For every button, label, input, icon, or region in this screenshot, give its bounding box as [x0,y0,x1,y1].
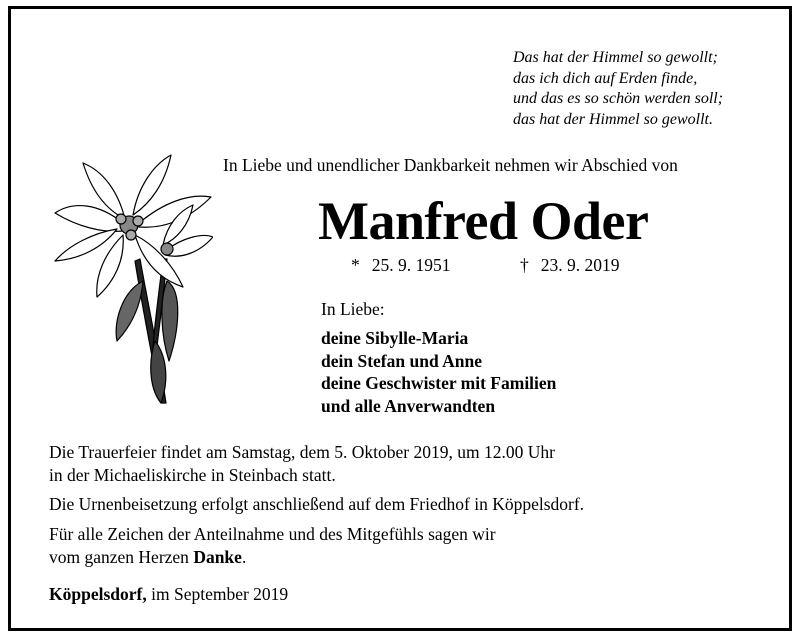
mourner: deine Sibylle-Maria [321,328,469,348]
thanks-line: Für alle Zeichen der Anteilnahme und des Mitgefühls sagen wir [49,524,496,544]
poem-line: das ich dich auf Erden finde, [513,69,698,87]
death-date-value: 23. 9. 2019 [540,255,620,275]
mourner: dein Stefan und Anne [321,350,482,371]
birth-date [351,255,451,276]
thanks-note [49,523,496,568]
birth-symbol: * [351,255,360,275]
birth-date-value: 25. 9. 1951 [371,255,451,275]
deceased-name: Manfred Oder [318,191,649,251]
mourner: deine Geschwister mit Familien [321,373,557,393]
funeral-line: in der Michaeliskirche in Steinbach statt. [49,464,336,485]
closing-date: im September 2019 [146,584,289,604]
burial-info: Die Urnenbeisetzung erfolgt anschließend auf dem Friedhof in Köppelsdorf. [49,494,585,514]
thanks-suffix: . [241,546,247,567]
mourners-label: In Liebe: [321,299,385,319]
thanks-line [49,546,496,569]
thanks-prefix: vom ganzen Herzen [49,546,194,567]
thanks-word: Danke [193,546,242,567]
closing-line [49,583,288,606]
closing-place: Köppelsdorf, [49,584,147,604]
death-symbol: † [520,255,529,275]
funeral-line: Die Trauerfeier findet am Samstag, dem 5. Oktober 2019, um 12.00 Uhr [49,442,555,462]
funeral-service-info [49,441,555,486]
mourner: und alle Anverwandten [321,395,496,416]
death-date [520,255,620,276]
poem-line: das hat der Himmel so gewollt. [513,110,713,128]
obituary-notice [8,6,792,631]
poem-quote [513,48,723,130]
poem-line: Das hat der Himmel so gewollt; [513,49,718,66]
edelweiss-illustration [43,141,213,409]
mourners-list [321,327,556,417]
farewell-intro: In Liebe und unendlicher Dankbarkeit nehmen wir Abschied von [223,155,678,175]
poem-line: und das es so schön werden soll; [513,90,724,107]
